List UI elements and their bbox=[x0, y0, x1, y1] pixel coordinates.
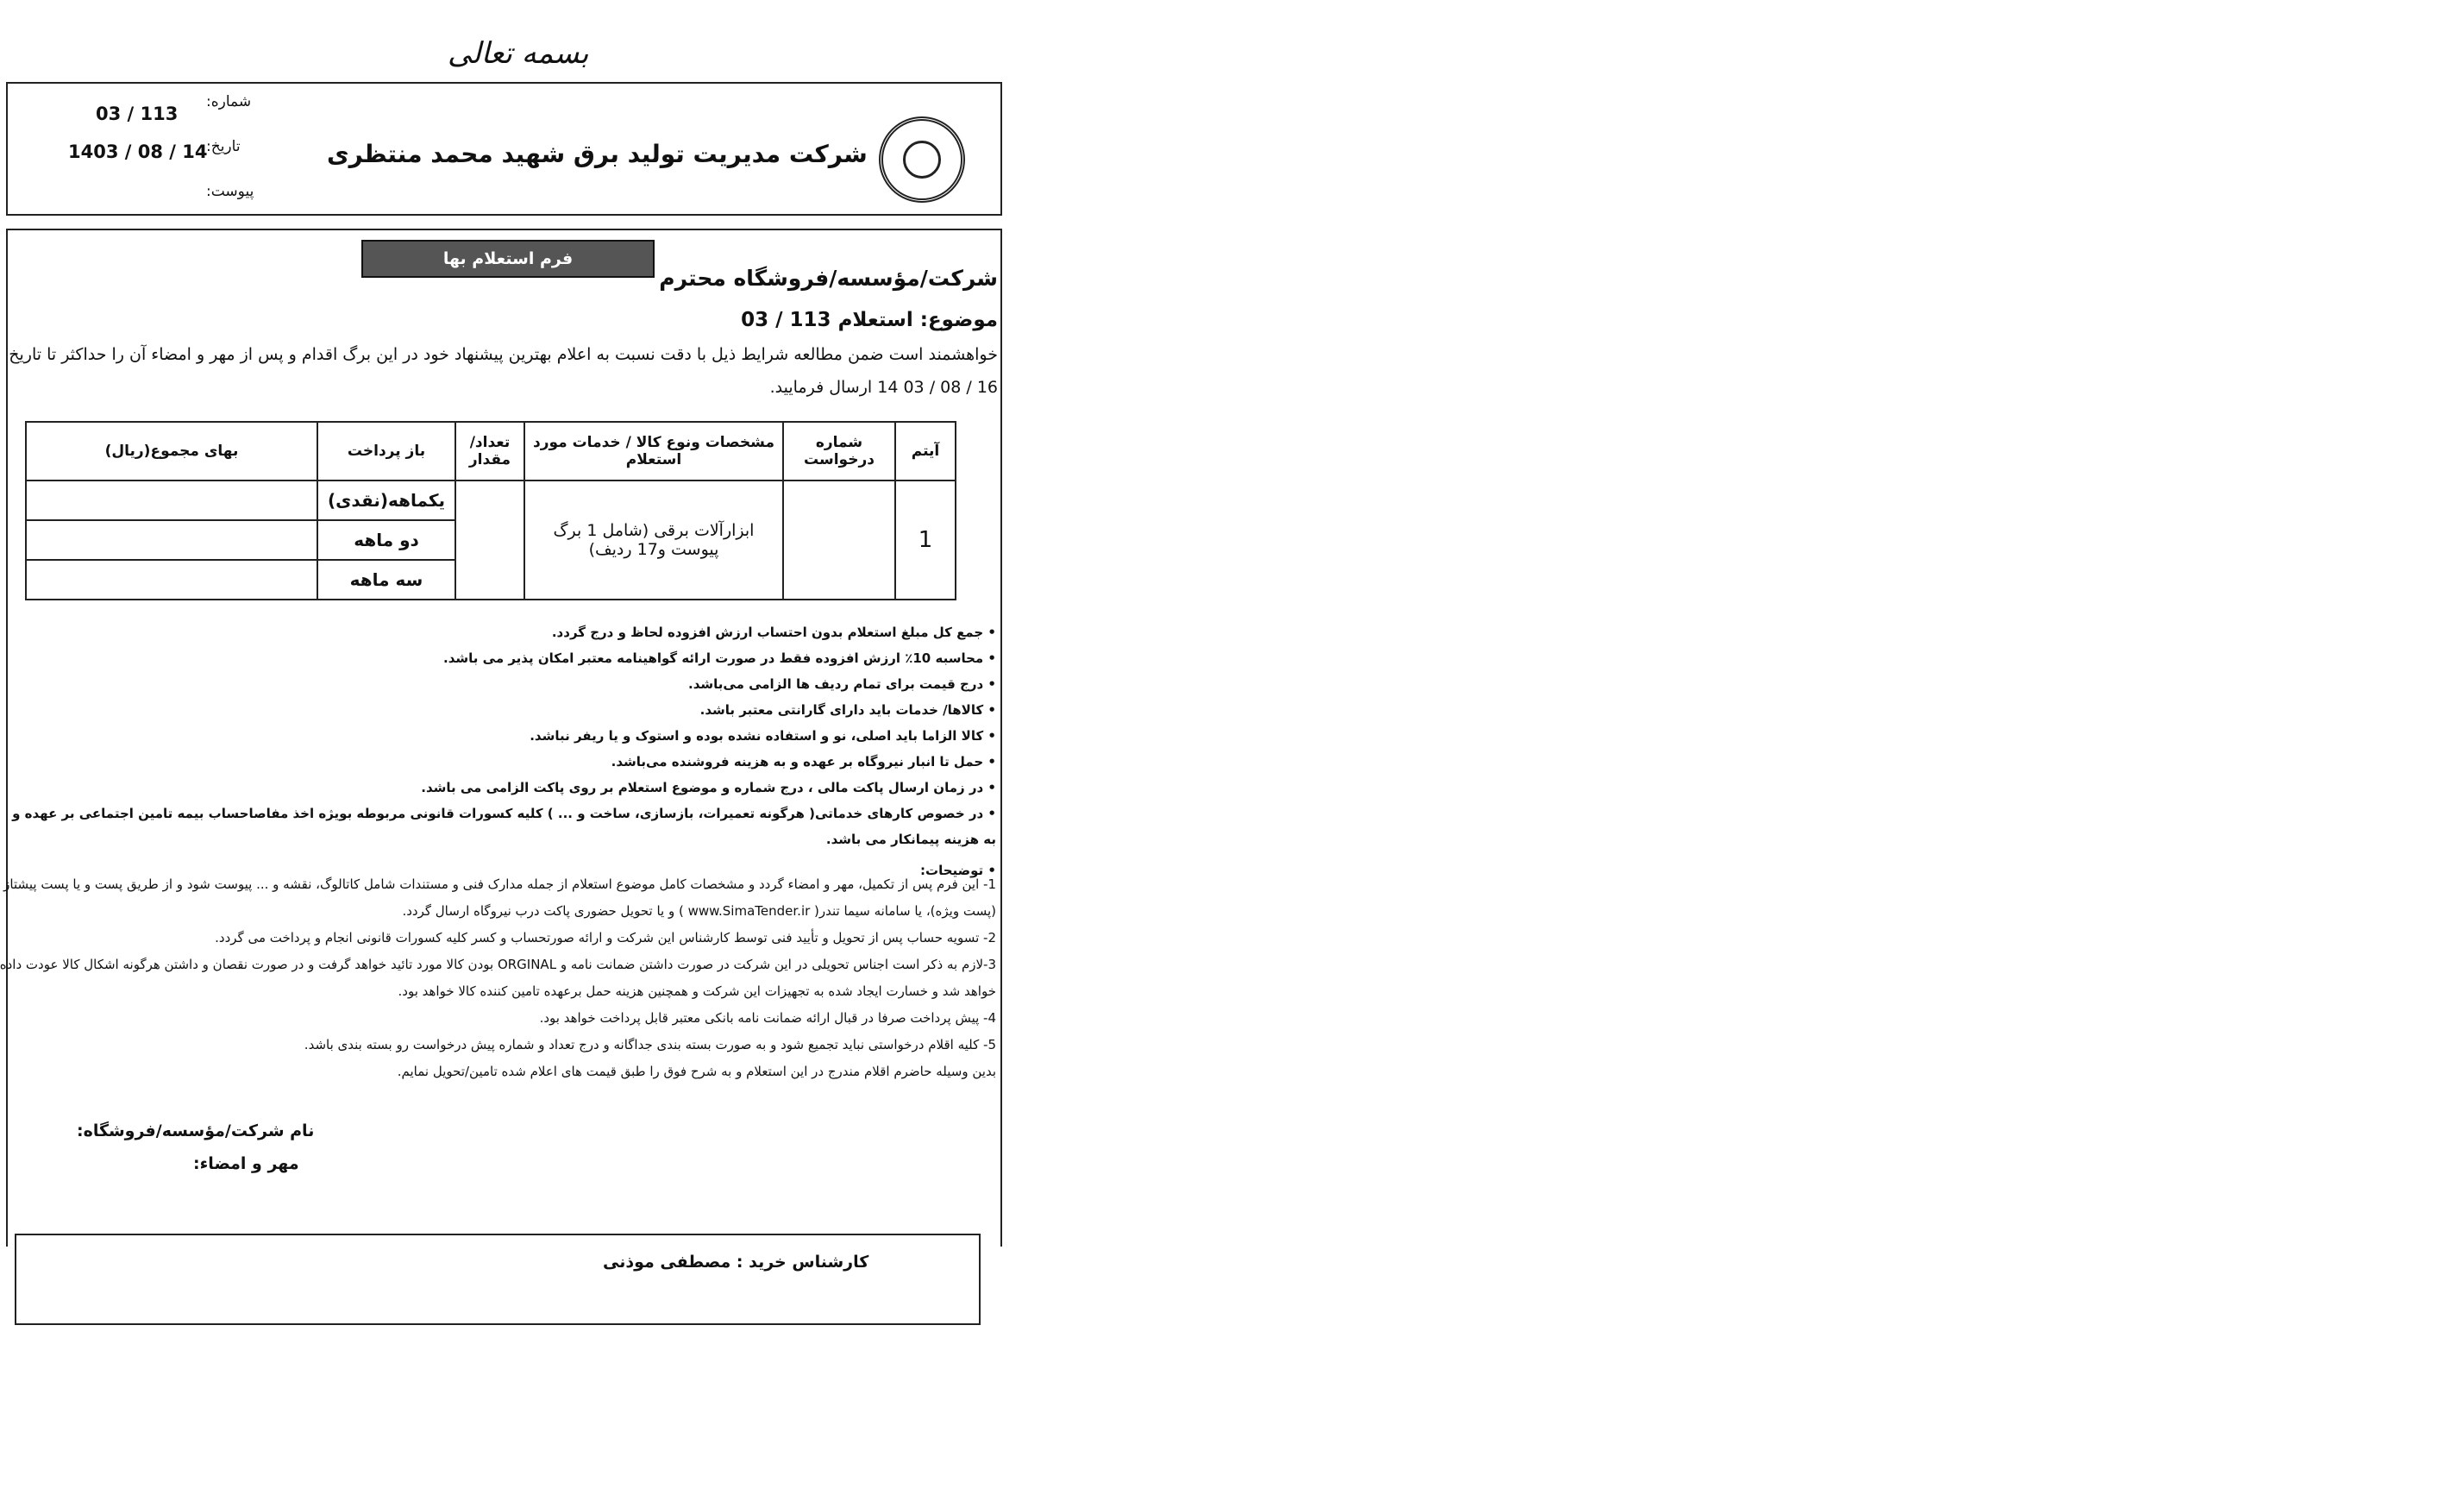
intro-paragraph: خواهشمند است ضمن مطالعه شرایط ذیل با دقت نسبت به اعلام بهترین پیشنهاد خود در این برگ اقدام و پس از مهر و امضاء آن را حداکثر تا تاریخ 16 / 08 / 03 14 ارسال فرمایید. bbox=[9, 345, 999, 397]
stamp-sign-label: مهر و امضاء: bbox=[194, 1154, 300, 1173]
company-logo-icon bbox=[880, 116, 966, 203]
condition-item: • در زمان ارسال پاکت مالی ، درج شماره و موضوع استعلام بر روی پاکت الزامی می باشد. bbox=[422, 780, 997, 795]
condition-item: • در خصوص کارهای خدماتی( هرگونه تعمیرات، بازسازی، ساخت و ... ) کلیه کسورات قانونی مربوطه بویژه اخذ مفاصاحساب بیمه تامین اجتماعی بر عهده و به هزینه پیمانکار می باشد. bbox=[13, 806, 997, 847]
row-quantity bbox=[456, 481, 525, 600]
signature-box bbox=[16, 1234, 981, 1325]
col-description: مشخصات ونوع کالا / خدمات مورد استعلام bbox=[525, 422, 784, 481]
subject-line: موضوع: استعلام 113 / 03 bbox=[742, 309, 999, 331]
explanation-item: 3-لازم به ذکر است اجناس تحویلی در این شرکت در صورت داشتن ضمانت نامه و ORGINAL بودن کالا مورد تائید خواهد گرفت و در صورت نقصان و داشتن هرگونه اشکال کالا عودت داده خواهد شد و خسارت ایجاد شده به تجهیزات این شرکت و همچنین هزینه حمل برعهده تامین کننده کالا خواهد بود. bbox=[0, 957, 997, 999]
bismillah-heading: بسمه تعالی bbox=[448, 36, 590, 71]
condition-item: • محاسبه 10٪ ارزش افزوده فقط در صورت ارائه گواهینامه معتبر امکان پذیر می باشد. bbox=[444, 650, 997, 666]
explanations-list bbox=[0, 871, 997, 1085]
condition-item: • حمل تا انبار نیروگاه بر عهده و به هزینه فروشنده می‌باشد. bbox=[611, 754, 997, 769]
explanation-item: بدین وسیله حاضرم اقلام مندرج در این استعلام و به شرح فوق را طبق قیمت های اعلام شده تامین/تحویل نمایم. bbox=[398, 1064, 997, 1079]
inquiry-letter-page bbox=[0, 0, 1009, 1495]
explanation-item: 4- پیش پرداخت صرفا در قبال ارائه ضمانت نامه بانکی معتبر قابل پرداخت خواهد بود. bbox=[540, 1010, 997, 1026]
row-item-number: 1 bbox=[896, 481, 956, 600]
buyer-label-field: کارشناس خرید : مصطفی موذنی bbox=[604, 1253, 870, 1272]
store-name-label: نام شرکت/مؤسسه/فروشگاه: bbox=[78, 1121, 316, 1140]
explanation-item: 1- این فرم پس از تکمیل، مهر و امضاء گردد و مشخصات کامل موضوع استعلام از جمله مدارک فنی و مستندات شامل کاتالوگ، نقشه و ... پیوست شود و از طریق پست و یا پست پیشتاز (پست ویژه)، یا سامانه سیما تندر( www.SimaTender.ir ) و یا تحویل حضوری پاکت درب نیروگاه ارسال گردد. bbox=[4, 876, 997, 919]
letter-date: 1403 / 08 / 14 bbox=[69, 141, 209, 162]
letter-number: 03 / 113 bbox=[97, 104, 179, 124]
company-name: شرکت مدیریت تولید برق شهید محمد منتظری bbox=[328, 140, 868, 168]
payment-option-cash: یکماهه(نقدی) bbox=[318, 481, 456, 520]
attachment-label: پیوست: bbox=[207, 183, 255, 200]
recipient-line: شرکت/مؤسسه/فروشگاه محترم bbox=[660, 266, 999, 291]
row-request-number bbox=[784, 481, 896, 600]
condition-item: • جمع کل مبلغ استعلام بدون احتساب ارزش افزوده لحاظ و درج گردد. bbox=[552, 625, 997, 640]
number-label: شماره: bbox=[207, 93, 253, 110]
col-total: بهای مجموع(ریال) bbox=[27, 422, 318, 481]
condition-item: • کالا الزاما باید اصلی، نو و استفاده نشده بوده و استوک و یا ریفر نباشد. bbox=[530, 728, 997, 744]
conditions-list bbox=[5, 619, 997, 883]
explanation-item: 2- تسویه حساب پس از تحویل و تأیید فنی توسط کارشناس این شرکت و ارائه صورتحساب و کسر کلیه کسورات قانونی انجام و پرداخت می گردد. bbox=[216, 930, 997, 945]
condition-item: • درج قیمت برای تمام ردیف ها الزامی می‌باشد. bbox=[689, 676, 997, 692]
form-title: فرم استعلام بها bbox=[362, 240, 655, 278]
total-three-month-cell[interactable] bbox=[27, 560, 318, 600]
date-label: تاریخ: bbox=[207, 138, 241, 155]
payment-option-three-month: سه ماهه bbox=[318, 560, 456, 600]
col-item: آیتم bbox=[896, 422, 956, 481]
row-description: ابزارآلات برقی (شامل 1 برگ پیوست و17 ردیف) bbox=[525, 481, 784, 600]
total-two-month-cell[interactable] bbox=[27, 520, 318, 560]
payment-option-two-month: دو ماهه bbox=[318, 520, 456, 560]
inquiry-table bbox=[26, 421, 957, 600]
explanation-item: 5- کلیه اقلام درخواستی نباید تجمیع شود و به صورت بسته بندی جداگانه و درج تعداد و شماره پیش درخواست رو بسته بندی باشد. bbox=[304, 1037, 997, 1052]
total-cash-cell[interactable] bbox=[27, 481, 318, 520]
condition-item: • کالاها/ خدمات باید دارای گارانتی معتبر باشد. bbox=[700, 702, 997, 718]
col-request-number: شماره درخواست bbox=[784, 422, 896, 481]
col-payment: باز پرداخت bbox=[318, 422, 456, 481]
col-quantity: تعداد/مقدار bbox=[456, 422, 525, 481]
explanations-title: • توضیحات: bbox=[921, 863, 997, 878]
